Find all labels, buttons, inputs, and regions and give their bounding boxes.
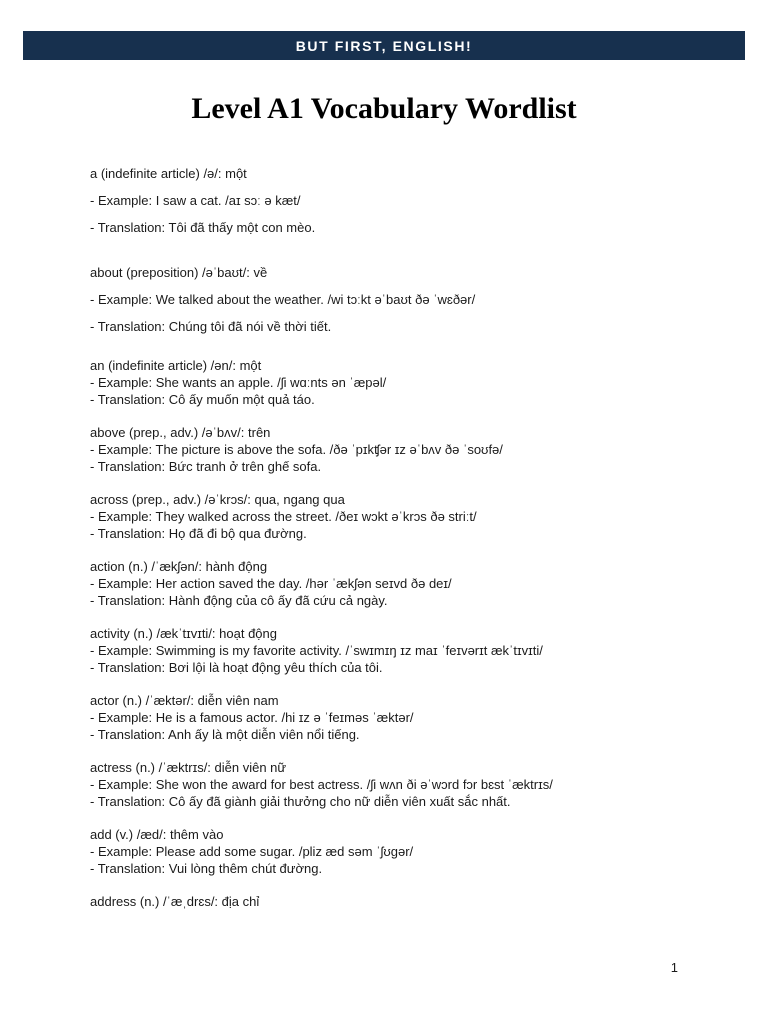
header-banner <box>23 31 745 60</box>
entry-headword: address (n.) /ˈæˌdrɛs/: địa chỉ <box>90 894 260 909</box>
entry-example: - Example: Please add some sugar. /pliz æd səm ˈʃʊgər/ <box>90 844 414 859</box>
entry-translation: - Translation: Anh ấy là một diễn viên nổi tiếng. <box>90 727 360 742</box>
vocab-entry <box>90 759 730 810</box>
vocab-entry <box>90 491 730 542</box>
entry-example: - Example: Swimming is my favorite activity. /ˈswɪmɪŋ ɪz maɪ ˈfeɪvərɪt ækˈtɪvɪti/ <box>90 643 543 658</box>
entry-example: - Example: I saw a cat. /aɪ sɔː ə kæt/ <box>90 193 301 208</box>
entry-example: - Example: The picture is above the sofa. /ðə ˈpɪkʧər ɪz əˈbʌv ðə ˈsoʊfə/ <box>90 442 503 457</box>
entry-headword: actress (n.) /ˈæktrɪs/: diễn viên nữ <box>90 760 287 775</box>
vocab-entry <box>90 826 730 877</box>
entry-translation: - Translation: Bức tranh ở trên ghế sofa. <box>90 459 322 474</box>
entry-headword: a (indefinite article) /ə/: một <box>90 166 247 181</box>
entry-headword: about (preposition) /əˈbaʊt/: về <box>90 265 268 280</box>
entry-translation: - Translation: Bơi lội là hoạt động yêu thích của tôi. <box>90 660 383 675</box>
page-title: Level A1 Vocabulary Wordlist <box>191 92 577 125</box>
vocab-entry <box>90 893 730 910</box>
entry-headword: add (v.) /æd/: thêm vào <box>90 827 224 842</box>
entry-translation: - Translation: Cô ấy đã giành giải thưởng cho nữ diễn viên xuất sắc nhất. <box>90 794 511 809</box>
entry-headword: an (indefinite article) /ən/: một <box>90 358 262 373</box>
entry-translation: - Translation: Họ đã đi bộ qua đường. <box>90 526 307 541</box>
entry-example: - Example: She wants an apple. /ʃi wɑːnts ən ˈæpəl/ <box>90 375 387 390</box>
page-number: 1 <box>670 960 678 975</box>
entry-headword: across (prep., adv.) /əˈkrɔs/: qua, ngang qua <box>90 492 345 507</box>
vocab-entry <box>90 558 730 609</box>
entry-headword: action (n.) /ˈækʃən/: hành động <box>90 559 268 574</box>
entry-translation: - Translation: Tôi đã thấy một con mèo. <box>90 220 316 235</box>
banner-text: BUT FIRST, ENGLISH! <box>295 37 473 54</box>
entry-headword: activity (n.) /ækˈtɪvɪti/: hoạt động <box>90 626 277 641</box>
entry-headword: above (prep., adv.) /əˈbʌv/: trên <box>90 425 271 440</box>
entry-translation: - Translation: Vui lòng thêm chút đường. <box>90 861 323 876</box>
entry-example: - Example: Her action saved the day. /hər ˈækʃən seɪvd ðə deɪ/ <box>90 576 452 591</box>
wordlist <box>90 165 730 926</box>
entry-headword: actor (n.) /ˈæktər/: diễn viên nam <box>90 693 279 708</box>
vocab-entry <box>90 692 730 743</box>
vocab-entry <box>90 165 730 236</box>
entry-example: - Example: She won the award for best actress. /ʃi wʌn ði əˈwɔrd fɔr bɛst ˈæktrɪs/ <box>90 777 553 792</box>
entry-example: - Example: They walked across the street. /ðeɪ wɔkt əˈkrɔs ðə striːt/ <box>90 509 477 524</box>
vocab-entry <box>90 264 730 335</box>
entry-translation: - Translation: Cô ấy muốn một quả táo. <box>90 392 315 407</box>
entry-translation: - Translation: Hành động của cô ấy đã cứu cả ngày. <box>90 593 388 608</box>
entry-example: - Example: We talked about the weather. /wi tɔːkt əˈbaʊt ðə ˈwɛðər/ <box>90 292 476 307</box>
entry-translation: - Translation: Chúng tôi đã nói về thời tiết. <box>90 319 332 334</box>
vocab-entry <box>90 625 730 676</box>
vocab-entry <box>90 357 730 408</box>
entry-example: - Example: He is a famous actor. /hi ɪz ə ˈfeɪməs ˈæktər/ <box>90 710 414 725</box>
vocab-entry <box>90 424 730 475</box>
